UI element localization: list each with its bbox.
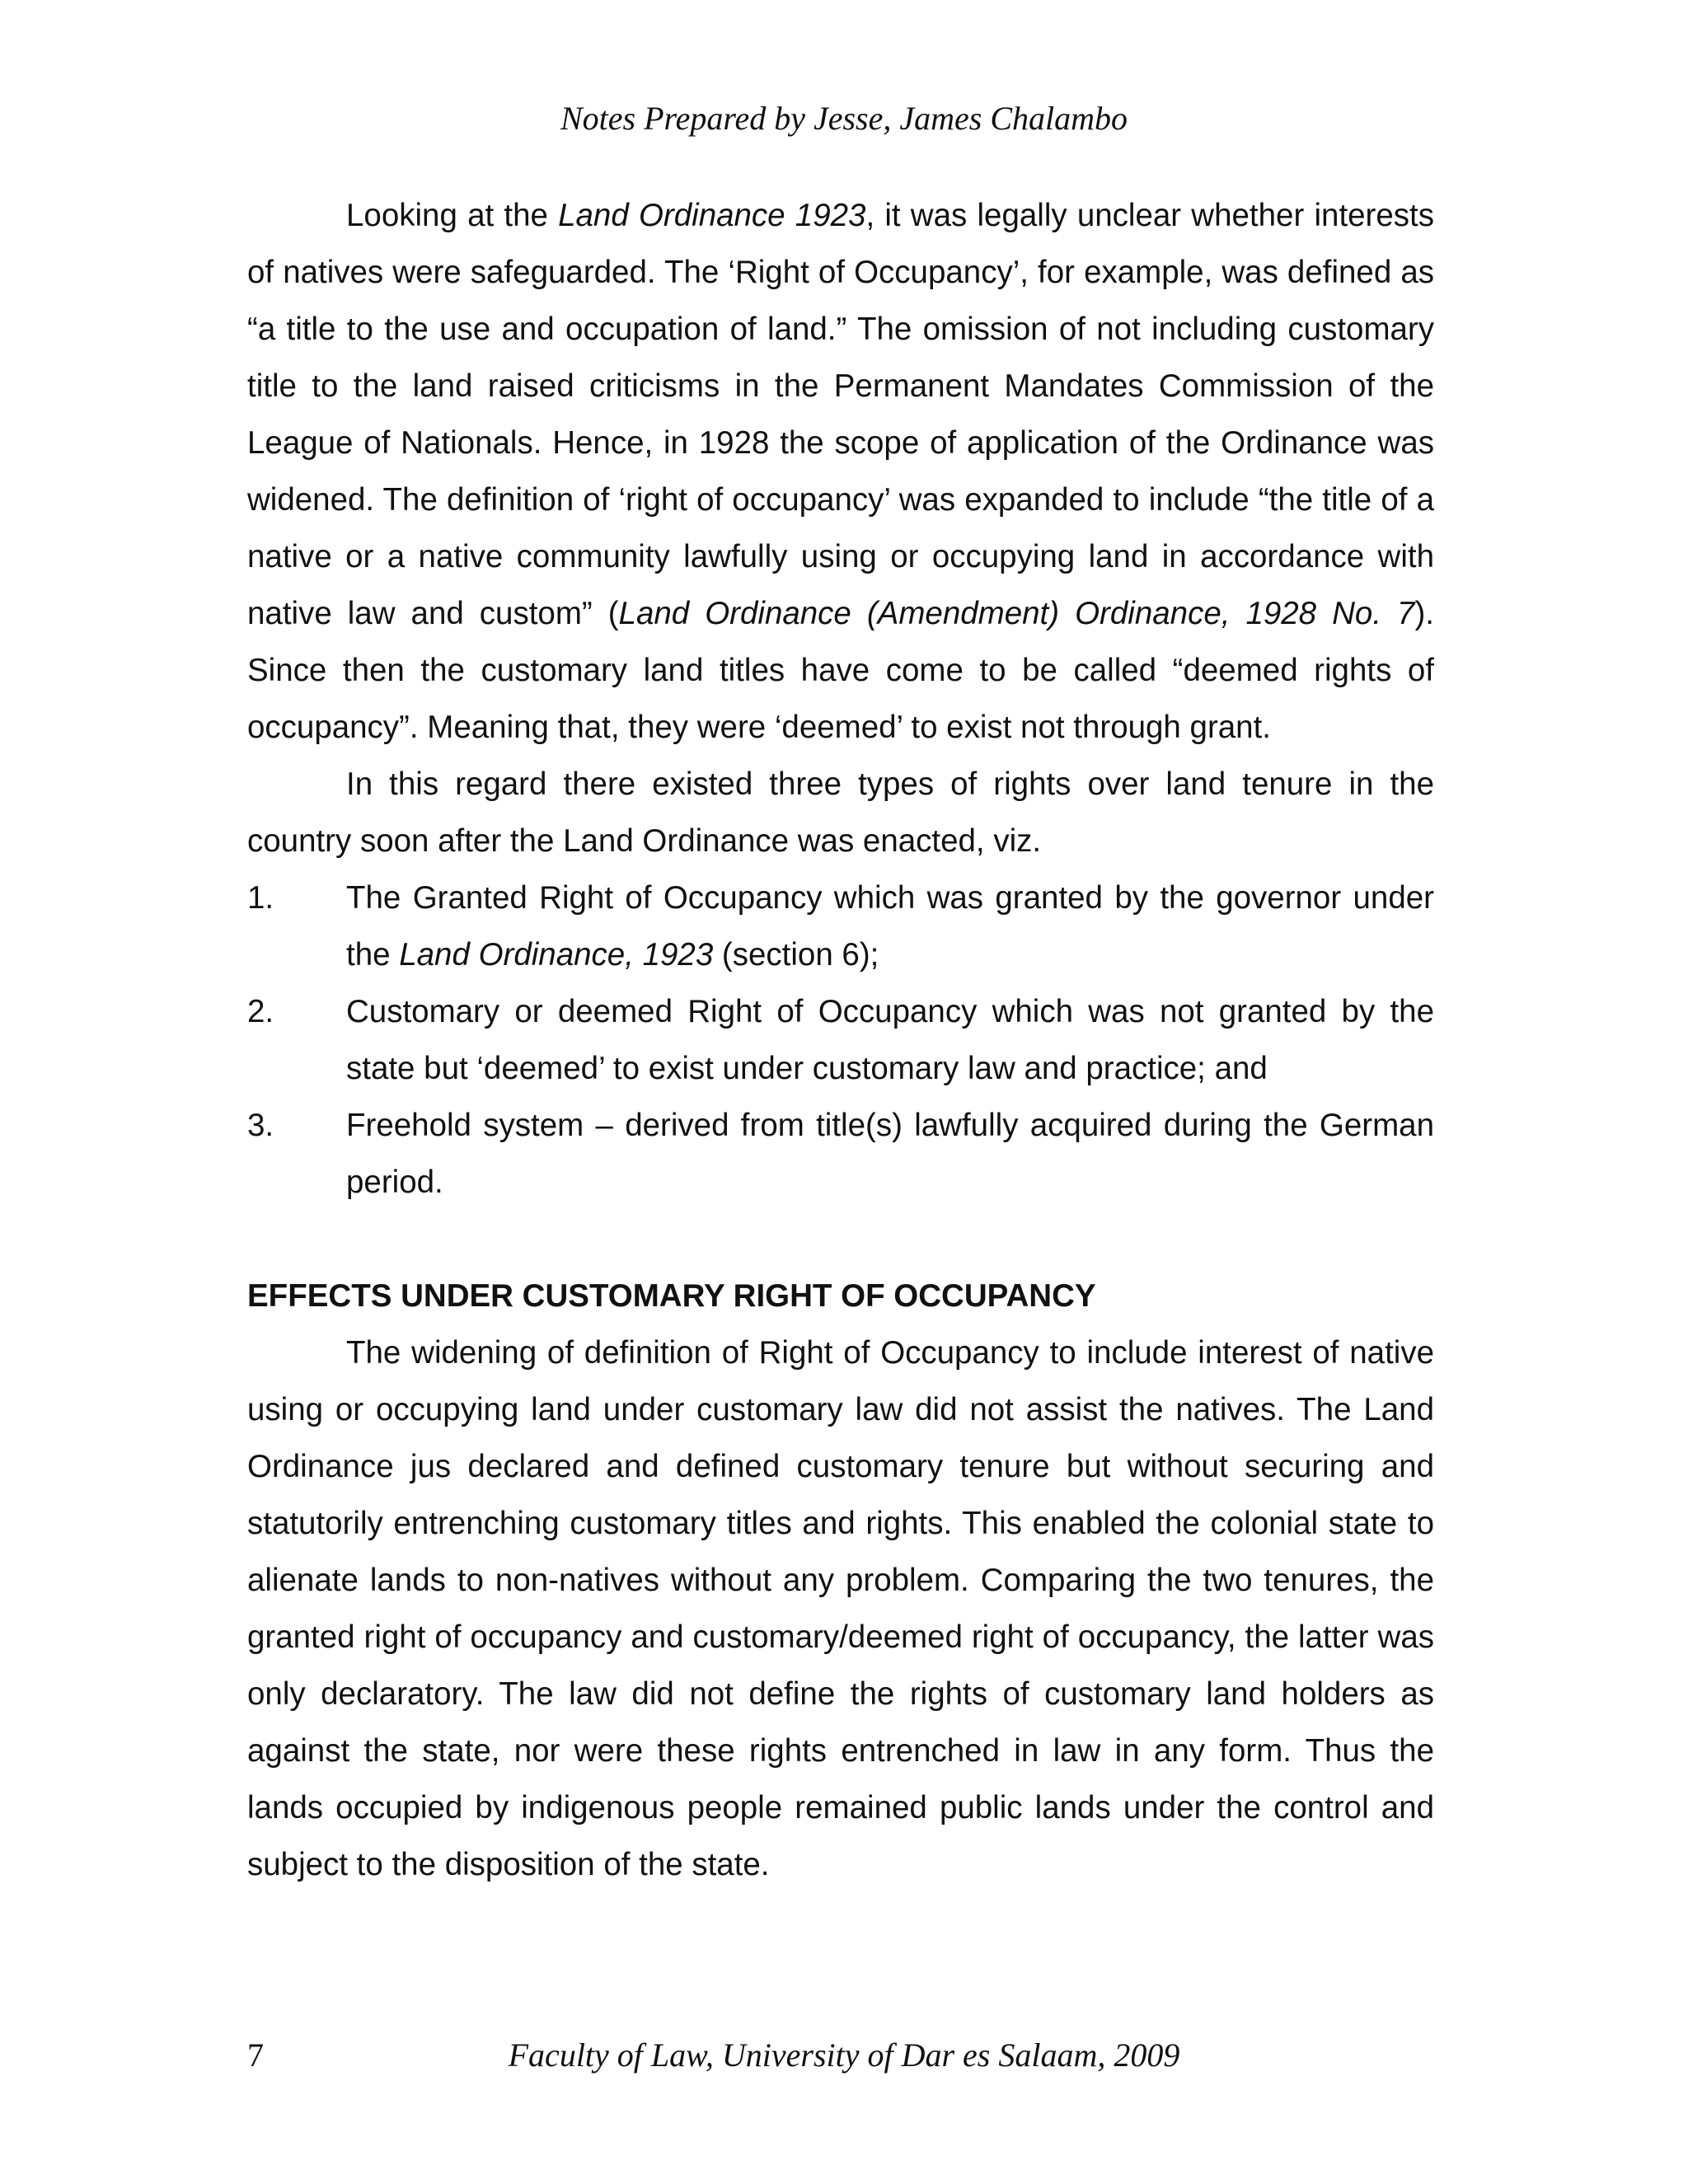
list-item — [247, 1097, 1434, 1211]
rights-list — [247, 869, 1434, 1211]
document-body — [247, 187, 1434, 1893]
section-heading: EFFECTS UNDER CUSTOMARY RIGHT OF OCCUPANCY — [247, 1278, 1096, 1314]
list-text: Freehold system – derived from title(s) lawfully acquired during the German period. — [346, 1108, 1434, 1200]
statute-citation: Land Ordinance, 1923 — [399, 937, 714, 972]
paragraph-text: , it was legally unclear whether interests of natives were safeguarded. The ‘Right of Occupancy’, for example, was defined as “a title to the use and occupation of land.” The omission of not including customary title to the land raised criticisms in the Permanent Mandates Commission of the League of Nationals. Hence, in 1928 the scope of application of the Ordinance was widened. The definition of ‘right of occupancy’ was expanded to include “the title of a native or a native community lawfully using or occupying land in accordance with native law and custom” ( — [247, 198, 1434, 631]
list-text: Customary or deemed Right of Occupancy which was not granted by the state but ‘deemed’ to exist under customary law and practice; and — [346, 994, 1434, 1086]
paragraph-text: ). Since then the customary land titles have come to be called “deemed rights of occupancy”. Meaning that, they were ‘deemed’ to exist not through grant. — [247, 596, 1434, 745]
paragraph-text: Looking at the — [346, 198, 559, 233]
page-footer: Faculty of Law, University of Dar es Salaam, 2009 — [508, 2036, 1180, 2074]
list-number: 1. — [247, 880, 274, 916]
statute-citation: Land Ordinance (Amendment) Ordinance, 1928 No. 7 — [618, 596, 1415, 631]
list-item — [247, 983, 1434, 1097]
list-text: The Granted Right of Occupancy which was granted by the governor under the Land Ordinance, 1923 (section 6); — [346, 880, 1434, 972]
page-header: Notes Prepared by Jesse, James Chalambo — [560, 100, 1128, 137]
page-number: 7 — [247, 2036, 264, 2074]
paragraph-land-ordinance — [247, 187, 1434, 756]
statute-citation: Land Ordinance 1923 — [558, 198, 866, 233]
list-item — [247, 869, 1434, 983]
list-number: 3. — [247, 1108, 274, 1143]
paragraph-three-types: In this regard there existed three types of rights over land tenure in the country soon after the Land Ordinance was enacted, viz. — [247, 766, 1434, 859]
paragraph-effects: The widening of definition of Right of Occupancy to include interest of native using or occupying land under customary law did not assist the natives. The Land Ordinance jus declared and defined customary tenure but without securing and statutorily entrenching customary titles and rights. This enabled the colonial state to alienate lands to non-natives without any problem. Comparing the two tenures, the granted right of occupancy and customary/deemed right of occupancy, the latter was only declaratory. The law did not define the rights of customary land holders as against the state, nor were these rights entrenched in law in any form. Thus the lands occupied by indigenous people remained public lands under the control and subject to the disposition of the state. — [247, 1335, 1434, 1882]
list-number: 2. — [247, 994, 274, 1029]
